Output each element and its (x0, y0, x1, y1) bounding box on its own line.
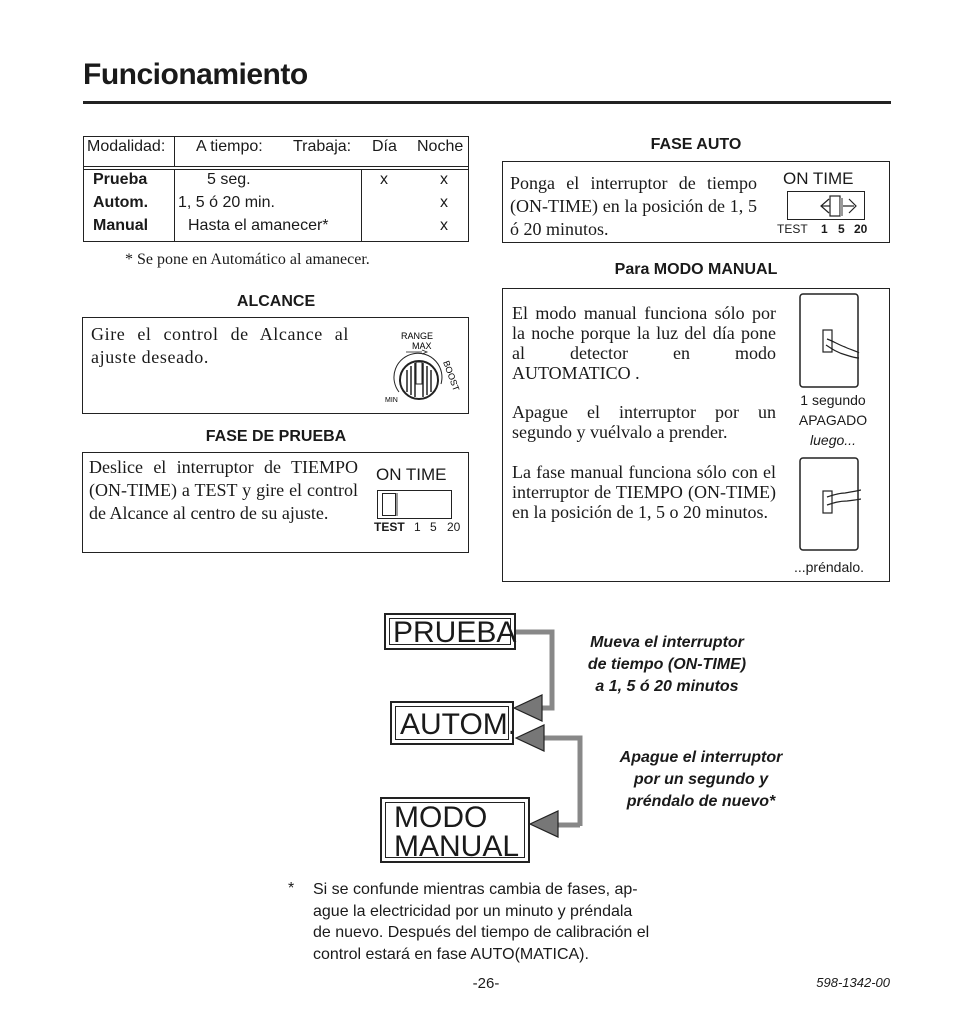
flow-note-2-line2: por un segundo y (633, 771, 769, 788)
scale-1-label: 1 (414, 520, 421, 534)
page-title: Funcionamiento (83, 58, 308, 91)
table-footnote: * Se pone en Automático al amanecer. (125, 251, 370, 268)
mode-table-sep-line (83, 166, 469, 170)
col-header-night: Noche (417, 138, 464, 155)
scale-test-label: TEST (777, 222, 808, 236)
flow-note-1 (562, 632, 772, 698)
footnote-line1: Si se confunde mientras cambia de fases, ap- (313, 881, 638, 898)
caption-off-line1: 1 segundo (800, 392, 866, 408)
col-header-works: Trabaja: (293, 138, 352, 155)
alcance-heading: ALCANCE (236, 293, 316, 310)
stage-manual-line2: MANUAL (394, 830, 520, 863)
table-row-mode: Manual (93, 217, 149, 234)
stage-prueba-label: PRUEBA (393, 616, 517, 649)
footnote-line4: control estará en fase AUTO(MATICA). (313, 945, 589, 963)
prueba-text: Deslice el interruptor de TIEMPO (ON-TIME) a TEST y gire el control de Alcance al centro de su ajuste. (89, 457, 358, 523)
table-row-mode: Autom. (93, 194, 149, 211)
wall-switch-off-icon (799, 293, 861, 389)
flow-note-1-line3: a 1, 5 ó 20 minutos (595, 678, 739, 695)
scale-5-label: 5 (838, 222, 845, 236)
dial-boost-label: BOOST (441, 359, 462, 393)
alcance-box (82, 317, 469, 414)
manual-para3: La fase manual funciona sólo con el interruptor de TIEMPO (ON-TIME) en la posición de 1, 5 o 20 minutos. (512, 462, 776, 522)
range-dial-icon (381, 322, 467, 410)
col-header-day: Día (372, 138, 397, 155)
prueba-switch-label: ON TIME (376, 465, 447, 484)
flow-note-2-line1: Apague el interruptor (619, 749, 783, 766)
stage-prueba (384, 613, 516, 650)
scale-20-label: 20 (854, 222, 868, 236)
stage-manual (380, 797, 530, 863)
table-row-time: 5 seg. (207, 171, 251, 188)
prueba-switch-knob (382, 493, 396, 516)
table-row-time: Hasta el amanecer* (188, 217, 329, 234)
table-row-mode: Prueba (93, 171, 148, 188)
doc-code: 598-1342-00 (816, 975, 890, 990)
mode-table-header-divider (174, 136, 175, 167)
stage-manual-line1: MODO (394, 801, 488, 834)
manual-box (502, 288, 890, 582)
dial-range-label: RANGE (401, 331, 434, 341)
dial-min-label: MIN (385, 397, 398, 404)
auto-box (502, 161, 890, 243)
table-row-time: 1, 5 ó 20 min. (178, 194, 275, 211)
scale-1-label: 1 (821, 222, 828, 236)
flow-note-1-line1: Mueva el interruptor (590, 634, 744, 651)
auto-heading: FASE AUTO (650, 136, 742, 153)
manual-para1: El modo manual funciona sólo por la noche porque la luz del día pone al detector en modo AUTOMATICO . (512, 303, 776, 383)
col-header-mode: Modalidad: (87, 138, 166, 155)
auto-switch-arrows-icon (817, 195, 865, 217)
manual-heading: Para MODO MANUAL (614, 261, 778, 278)
footnote-text (313, 879, 693, 965)
mode-table-col-divider (174, 169, 175, 242)
scale-5-label: 5 (430, 520, 437, 534)
auto-text: Ponga el interruptor de tiempo (ON-TIME) en la posición de 1, 5 ó 20 minutos. (510, 173, 757, 239)
flow-note-1-line2: de tiempo (ON-TIME) (587, 656, 747, 673)
stage-autom (390, 701, 517, 745)
footnote-mark: * (288, 880, 295, 897)
footnote-line3: de nuevo. Después del tiempo de calibración el (313, 924, 650, 941)
scale-20-label: 20 (447, 520, 461, 534)
prueba-heading: FASE DE PRUEBA (205, 428, 347, 445)
flow-note-2-line3: préndalo de nuevo* (626, 793, 776, 810)
mode-table-col-divider (361, 169, 362, 242)
stage-autom-label: AUTOM. (400, 708, 517, 741)
caption-off-line2: APAGADO (798, 412, 868, 428)
auto-switch-label: ON TIME (783, 169, 854, 188)
footnote-line2: ague la electricidad por un minuto y préndala (313, 902, 633, 920)
manual-para2: Apague el interruptor por un segundo y vuélvalo a prender. (512, 402, 776, 442)
dial-max-label: MAX (412, 341, 432, 351)
title-rule (83, 101, 891, 104)
alcance-text: Gire el control de Alcance al ajuste deseado. (91, 324, 349, 367)
col-header-time: A tiempo: (196, 138, 263, 155)
scale-test-label: TEST (374, 520, 405, 534)
prueba-box (82, 452, 469, 553)
table-row-night: x (440, 171, 448, 188)
wall-switch-on-icon (799, 457, 861, 553)
page-number: -26- (472, 975, 500, 992)
flow-note-2 (596, 747, 806, 813)
caption-on: ...préndalo. (793, 559, 865, 575)
table-row-day: x (380, 171, 388, 188)
table-row-night: x (440, 217, 448, 234)
table-row-night: x (440, 194, 448, 211)
caption-off-line3: luego... (810, 432, 856, 448)
